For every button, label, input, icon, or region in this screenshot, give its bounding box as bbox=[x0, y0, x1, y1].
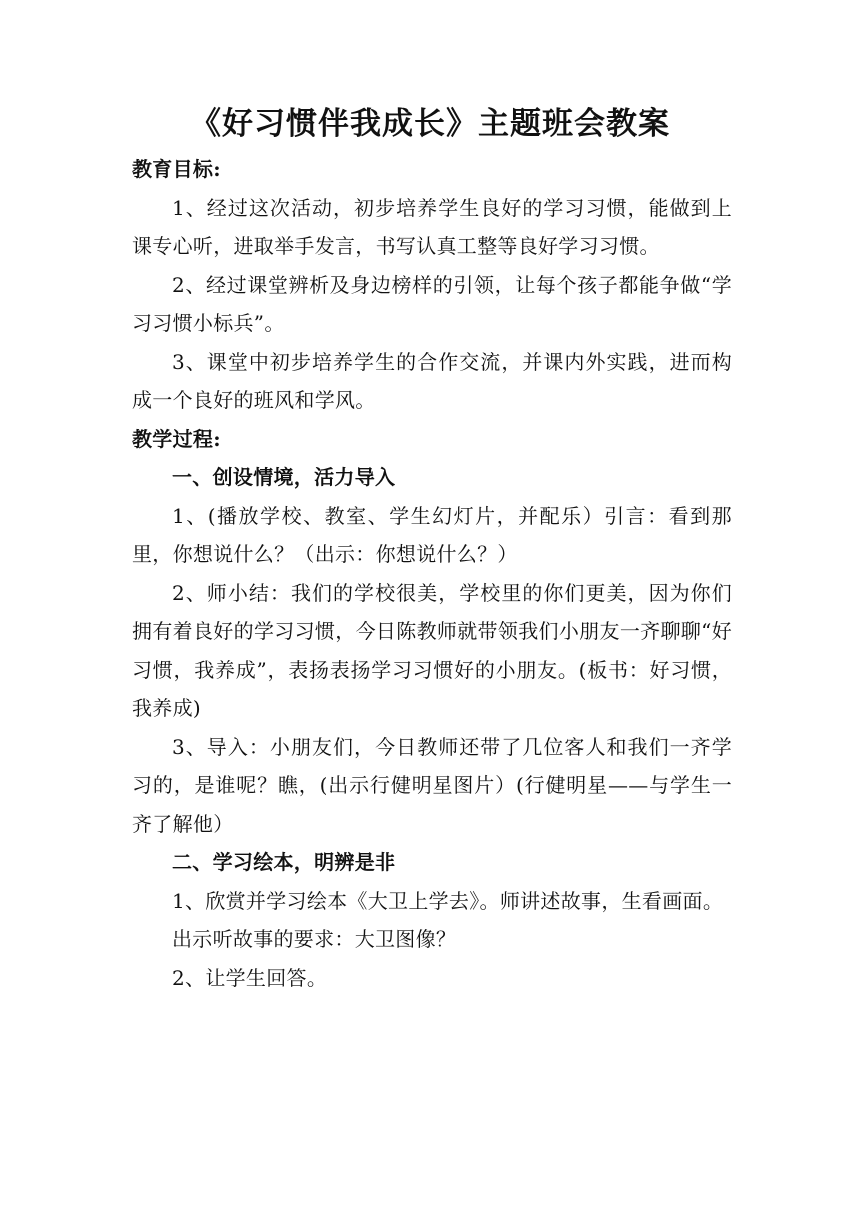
document-title: 《好习惯伴我成长》主题班会教案 bbox=[190, 106, 670, 142]
section-heading: 二、学习绘本，明辨是非 bbox=[172, 850, 396, 874]
goal-paragraph: 3、课堂中初步培养学生的合作交流，并课内外实践，进而构成一个良好的班风和学风。 bbox=[132, 349, 732, 412]
section-heading: 一、创设情境，活力导入 bbox=[172, 465, 396, 489]
goal-paragraph: 1、经过这次活动，初步培养学生良好的学习习惯，能做到上课专心听，进取举手发言，书写认真工整等良好学习习惯。 bbox=[132, 195, 732, 258]
goal-paragraph: 2、经过课堂辨析及身边榜样的引领，让每个孩子都能争做“学习习惯小标兵”。 bbox=[132, 272, 732, 335]
section-paragraph: 2、师小结：我们的学校很美，学校里的你们更美，因为你们拥有着良好的学习习惯，今日陈教师就带领我们小朋友一齐聊聊“好习惯，我养成”，表扬表扬学习习惯好的小朋友。(板书：好习惯，我养成) bbox=[132, 580, 732, 720]
document-body bbox=[132, 150, 732, 997]
section-paragraph: 1、(播放学校、教室、学生幻灯片，并配乐）引言：看到那里，你想说什么？（出示：你想说什么？） bbox=[132, 503, 732, 566]
process-heading: 教学过程: bbox=[132, 426, 221, 451]
section-paragraph: 3、导入：小朋友们，今日教师还带了几位客人和我们一齐学习的，是谁呢？瞧，(出示行健明星图片）(行健明星——与学生一齐了解他） bbox=[132, 734, 732, 836]
section-paragraph: 2、让学生回答。 bbox=[172, 965, 328, 990]
goals-heading: 教育目标: bbox=[132, 157, 221, 181]
section-paragraph: 1、欣赏并学习绘本《大卫上学去》。师讲述故事，生看画面。 bbox=[172, 888, 724, 913]
section-paragraph: 出示听故事的要求：大卫图像？ bbox=[172, 927, 457, 951]
